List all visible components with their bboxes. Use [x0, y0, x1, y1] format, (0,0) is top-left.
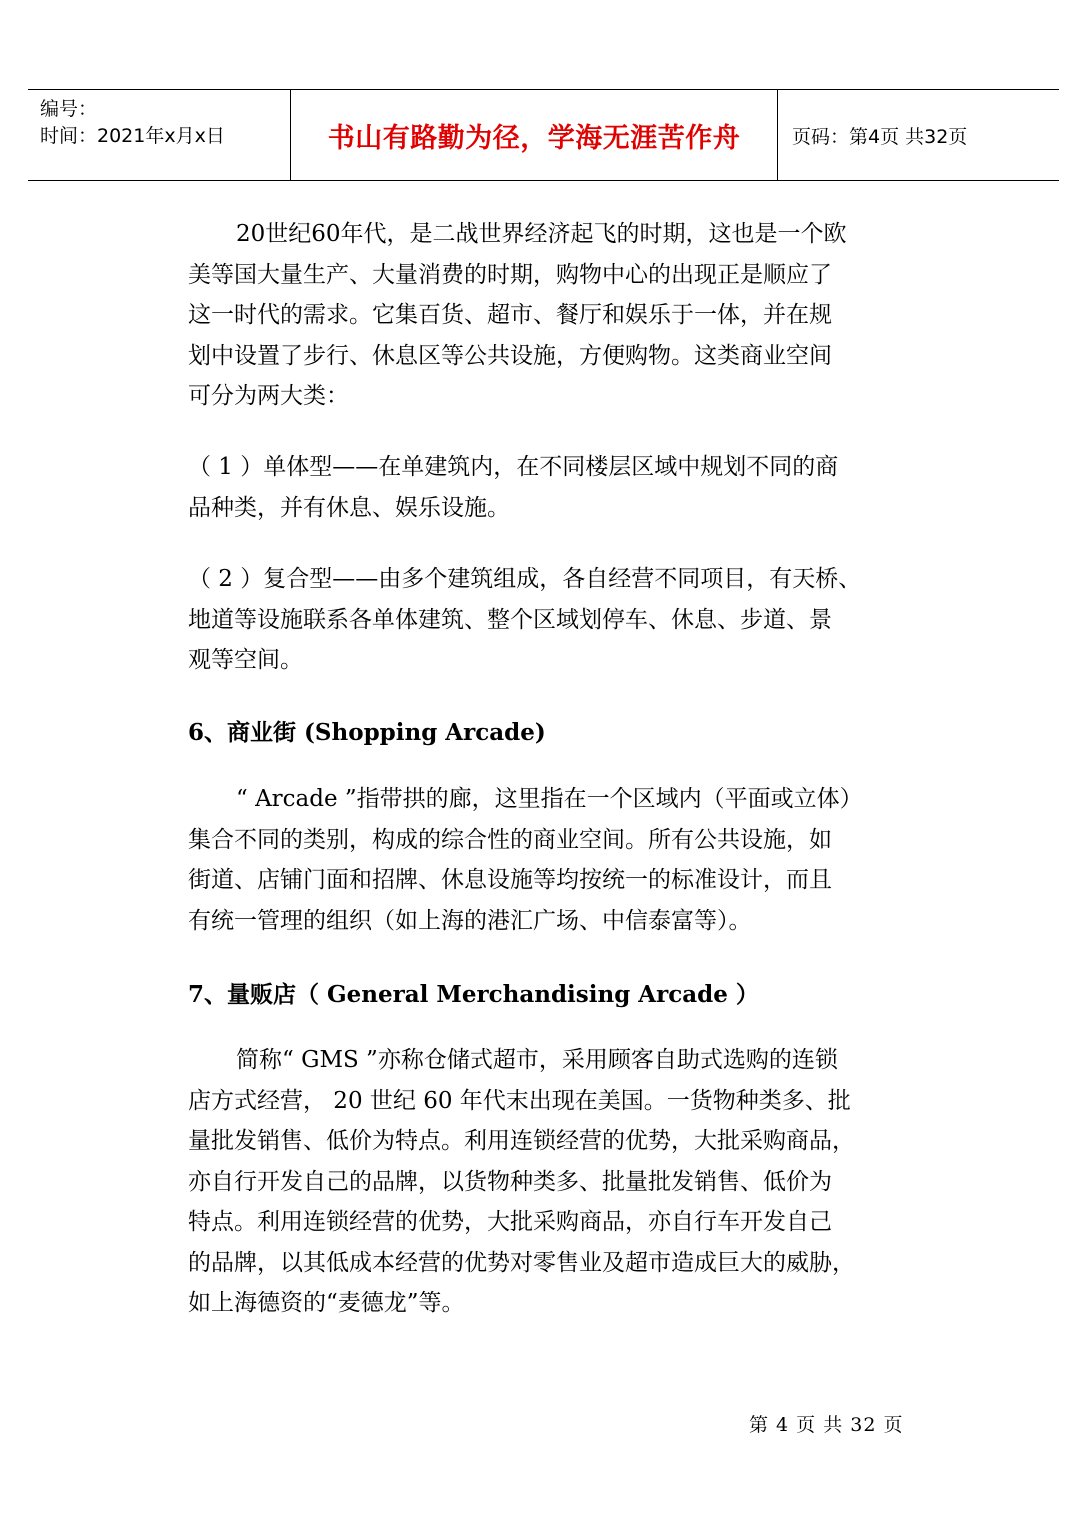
paragraph-arcade — [188, 779, 918, 941]
paragraph-shopping-center — [188, 214, 918, 417]
text-line: 的品牌，以其低成本经营的优势对零售业及超市造成巨大的威胁， — [188, 1249, 855, 1276]
text-line: 可分为两大类： — [188, 383, 349, 409]
time-label: 时间：2021年x月x日 — [40, 125, 225, 147]
header-motto-cell — [291, 90, 778, 180]
text-line: 这一时代的需求。它集百货、超市、餐厅和娱乐于一体，并在规 — [188, 302, 832, 328]
section-heading-6: 6、商业街 (Shopping Arcade) — [188, 719, 546, 746]
section-heading-7: 7、量贩店（ General Merchandising Arcade ） — [188, 981, 759, 1008]
text-line: 集合不同的类别，构成的综合性的商业空间。所有公共设施，如 — [188, 826, 832, 853]
text-line: 观等空间。 — [188, 647, 303, 673]
page-header — [28, 89, 1059, 181]
text-line: 美等国大量生产、大量消费的时期，购物中心的出现正是顺应了 — [188, 261, 832, 288]
text-line: 20世纪60年代，是二战世界经济起飞的时期，这也是一个欧 — [236, 221, 847, 247]
header-motto: 书山有路勤为径，学海无涯苦作舟 — [327, 122, 741, 154]
text-line: （ 2 ）复合型——由多个建筑组成，各自经营不同项目，有天桥、 — [188, 566, 862, 592]
text-line: “ Arcade ”指带拱的廊，这里指在一个区域内（平面或立体） — [236, 786, 863, 812]
text-line: 街道、店铺门面和招牌、休息设施等均按统一的标准设计，而且 — [188, 867, 832, 893]
text-line: 地道等设施联系各单体建筑、整个区域划停车、休息、步道、景 — [188, 606, 832, 633]
serial-label: 编号： — [40, 98, 98, 120]
text-line: 划中设置了步行、休息区等公共设施，方便购物。这类商业空间 — [188, 342, 832, 369]
text-line: 如上海德资的“麦德龙”等。 — [188, 1290, 465, 1316]
text-line: 简称“ GMS ”亦称仓储式超市，采用顾客自助式选购的连锁 — [236, 1047, 838, 1073]
paragraph-gms — [188, 1040, 918, 1324]
text-line: 亦自行开发自己的品牌，以货物种类多、批量批发销售、低价为 — [188, 1168, 832, 1195]
footer-page-number: 第 4 页 共 32 页 — [749, 1414, 904, 1436]
text-line: 特点。利用连锁经营的优势，大批采购商品，亦自行车开发自己 — [188, 1209, 832, 1235]
text-line: 有统一管理的组织（如上海的港汇广场、中信泰富等）。 — [188, 907, 752, 934]
text-line: 店方式经营， 20 世纪 60 年代末出现在美国。一货物种类多、批 — [188, 1087, 851, 1114]
list-item-single-type — [188, 447, 918, 528]
text-line: 量批发销售、低价为特点。利用连锁经营的优势，大批采购商品， — [188, 1128, 855, 1154]
list-item-composite-type — [188, 559, 918, 681]
header-page-info: 页码：第4页 共32页 — [792, 125, 968, 148]
text-line: 品种类，并有休息、娱乐设施。 — [188, 494, 510, 521]
header-meta-cell — [28, 90, 291, 180]
text-line: （ 1 ）单体型——在单建筑内，在不同楼层区域中规划不同的商 — [188, 454, 839, 480]
